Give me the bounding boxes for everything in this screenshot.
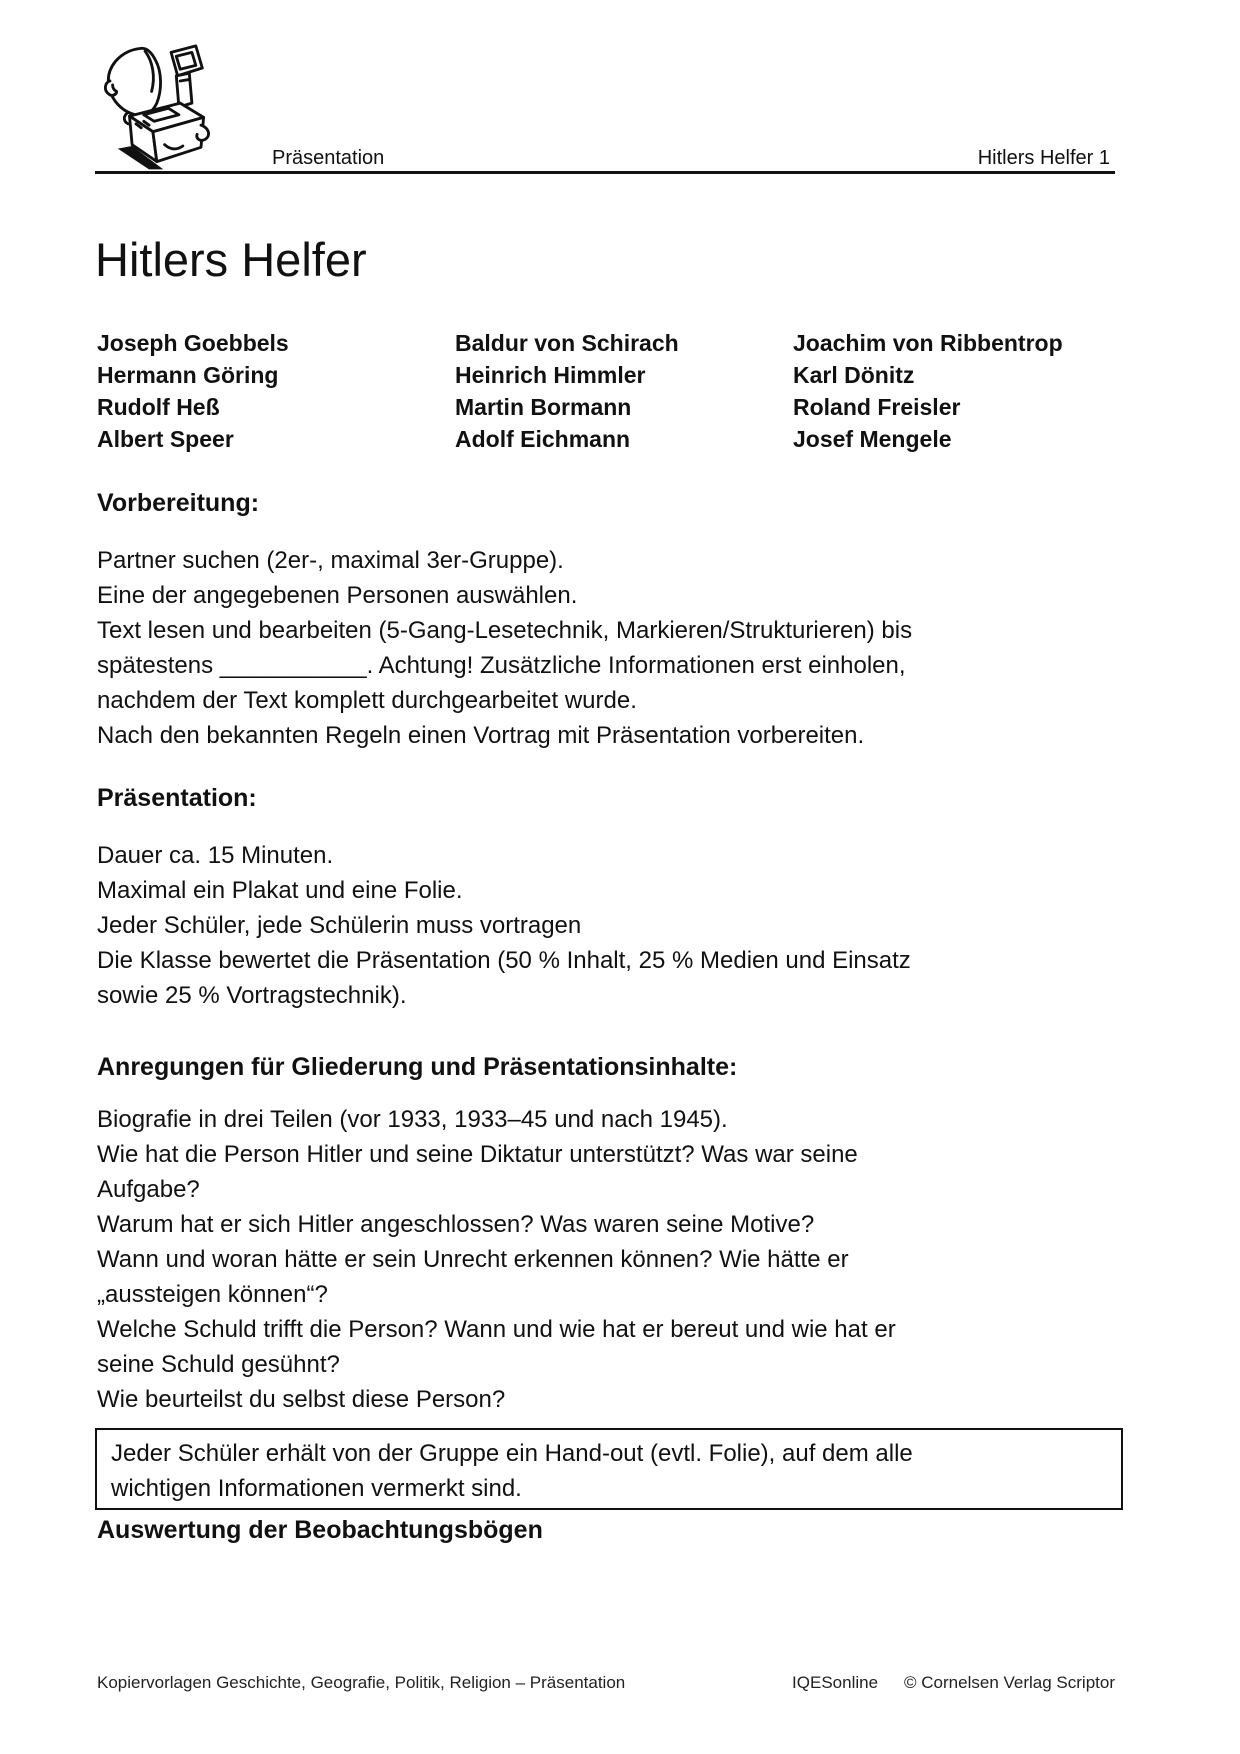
text-line: Roland Freisler [793,394,961,420]
text-line: Heinrich Himmler [455,362,646,388]
closing-heading: Auswertung der Beobachtungsbögen [97,1516,543,1544]
text-line: Jeder Schüler erhält von der Gruppe ein Hand-out (evtl. Folie), auf dem alle [111,1440,913,1467]
text-line: Biografie in drei Teilen (vor 1933, 1933–45 und nach 1945). [97,1106,728,1133]
text-line: Albert Speer [97,426,234,452]
text-line: sowie 25 % Vortragstechnik). [97,982,407,1009]
text-line: Aufgabe? [97,1176,200,1203]
text-line: Warum hat er sich Hitler angeschlossen? Was waren seine Motive? [97,1211,815,1238]
header-page-title: Hitlers Helfer 1 [977,147,1110,169]
text-line: Joseph Goebbels [97,330,289,356]
footer-brand: IQESonline [792,1673,879,1692]
section-heading-praesentation: Präsentation: [97,784,257,812]
text-line: Welche Schuld trifft die Person? Wann und wie hat er bereut und wie hat er [97,1316,896,1343]
page-title: Hitlers Helfer [95,233,367,286]
text-line: Text lesen und bearbeiten (5-Gang-Lesetechnik, Markieren/Strukturieren) bis [97,617,913,644]
text-line: Dauer ca. 15 Minuten. [97,842,334,869]
text-line: seine Schuld gesühnt? [97,1351,340,1378]
photocopier-cartoon-icon [96,42,228,172]
text-line: Wie hat die Person Hitler und seine Diktatur unterstützt? Was war seine [97,1141,858,1168]
text-line: Joachim von Ribbentrop [793,330,1063,356]
text-line: Nach den bekannten Regeln einen Vortrag mit Präsentation vorbereiten. [97,722,865,749]
section-heading-anregungen: Anregungen für Gliederung und Präsentationsinhalte: [97,1053,738,1081]
text-line: Wann und woran hätte er sein Unrecht erkennen können? Wie hätte er [97,1246,849,1273]
names-column-3 [793,327,1063,455]
text-line: Martin Bormann [455,394,632,420]
text-line: Baldur von Schirach [455,330,679,356]
text-line: Adolf Eichmann [455,426,631,452]
footer-publisher [792,1672,1115,1694]
page-footer [97,1672,1115,1694]
text-line: Hermann Göring [97,362,279,388]
text-line: „aussteigen können“? [97,1281,328,1308]
text-line: Jeder Schüler, jede Schülerin muss vortragen [97,912,582,939]
handout-note-box [95,1428,1123,1510]
section-body-praesentation [97,838,911,1013]
text-line: Wie beurteilst du selbst diese Person? [97,1386,506,1413]
section-body-vorbereitung [97,543,912,753]
text-line: Josef Mengele [793,426,952,452]
text-line: Partner suchen (2er-, maximal 3er-Gruppe). [97,547,564,574]
footer-copyright: © Cornelsen Verlag Scriptor [904,1673,1115,1692]
header-doc-type: Präsentation [272,147,385,169]
footer-series-label: Kopiervorlagen Geschichte, Geografie, Politik, Religion – Präsentation [97,1673,626,1692]
names-column-1 [97,327,289,455]
text-line: wichtigen Informationen vermerkt sind. [111,1475,522,1502]
text-line: Karl Dönitz [793,362,915,388]
section-heading-vorbereitung: Vorbereitung: [97,489,260,517]
header-rule [95,171,1115,174]
text-line: Die Klasse bewertet die Präsentation (50 % Inhalt, 25 % Medien und Einsatz [97,947,911,974]
text-line: Rudolf Heß [97,394,220,420]
text-line: Maximal ein Plakat und eine Folie. [97,877,463,904]
text-line: nachdem der Text komplett durchgearbeitet wurde. [97,687,637,714]
text-line: spätestens ___________. Achtung! Zusätzliche Informationen erst einholen, [97,652,906,679]
section-body-anregungen [97,1102,896,1417]
names-column-2 [455,327,679,455]
text-line: Eine der angegebenen Personen auswählen. [97,582,578,609]
